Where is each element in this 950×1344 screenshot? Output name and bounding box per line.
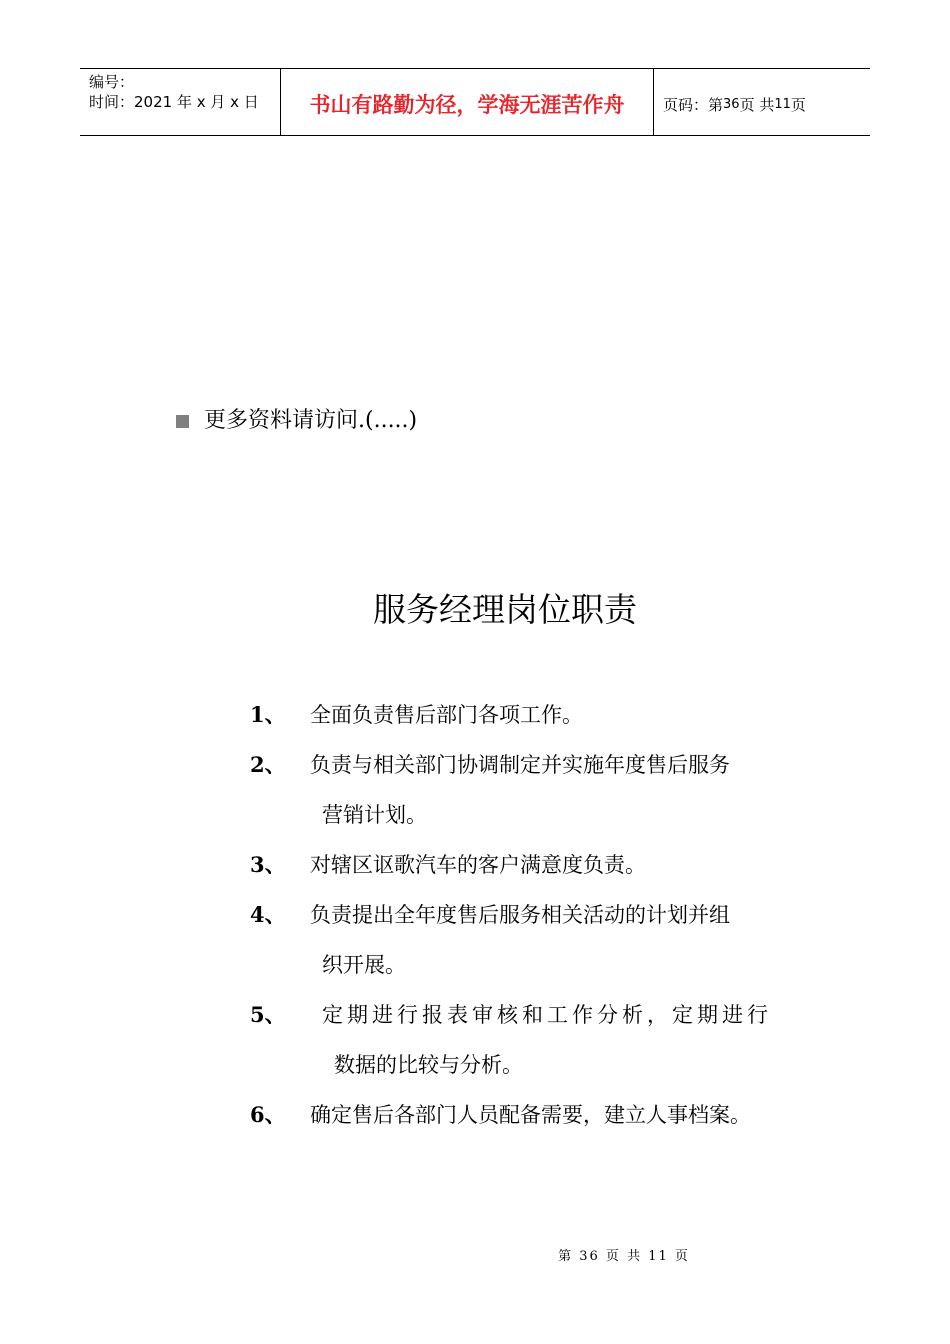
list-item xyxy=(250,840,830,890)
page-prefix: 页码：第 xyxy=(663,95,724,114)
time-label: 时间：2021 年 x 月 x 日 xyxy=(89,93,259,111)
duty-text: 确定售后各部门人员配备需要，建立人事档案。 xyxy=(310,1103,751,1127)
duty-text-continued: 营销计划。 xyxy=(322,803,427,827)
duty-text: 对辖区讴歌汽车的客户满意度负责。 xyxy=(310,853,646,877)
more-info-line xyxy=(172,405,417,437)
duty-number: 1、 xyxy=(250,702,286,727)
list-item xyxy=(250,690,830,740)
list-item xyxy=(250,740,830,790)
header-motto: 书山有路勤为径，学海无涯苦作舟 xyxy=(281,69,654,135)
duty-number: 4、 xyxy=(250,902,286,927)
duty-number: 6、 xyxy=(250,1102,286,1127)
duties-list xyxy=(250,690,830,1140)
duty-number: 2、 xyxy=(250,752,286,777)
page-current: 36 xyxy=(723,96,740,112)
duty-number: 3、 xyxy=(250,852,286,877)
duty-text: 定期进行报表审核和工作分析，定期进行 xyxy=(322,1003,772,1027)
duty-number: 5、 xyxy=(250,1002,286,1027)
duty-text-continued: 织开展。 xyxy=(322,953,406,977)
list-item xyxy=(250,1090,830,1140)
page-middle: 页 共 xyxy=(739,95,775,114)
header-meta xyxy=(80,69,281,135)
page-header xyxy=(80,68,870,136)
code-label: 编号： xyxy=(89,73,135,91)
duty-text: 负责提出全年度售后服务相关活动的计划并组 xyxy=(310,903,730,927)
page-suffix: 页 xyxy=(790,95,806,114)
square-bullet-icon xyxy=(176,415,189,428)
more-info-link[interactable]: 更多资料请访问.(.....) xyxy=(204,408,418,433)
duty-text-continued: 数据的比较与分析。 xyxy=(334,1053,523,1077)
list-item xyxy=(250,990,830,1040)
list-item xyxy=(250,890,830,940)
document-title: 服务经理岗位职责 xyxy=(373,590,637,629)
header-page-info xyxy=(654,69,870,135)
duty-text: 负责与相关部门协调制定并实施年度售后服务 xyxy=(310,753,730,777)
page-total: 11 xyxy=(774,96,791,112)
page-footer: 第 36 页 共 11 页 xyxy=(558,1249,690,1264)
duty-text: 全面负责售后部门各项工作。 xyxy=(310,703,583,727)
